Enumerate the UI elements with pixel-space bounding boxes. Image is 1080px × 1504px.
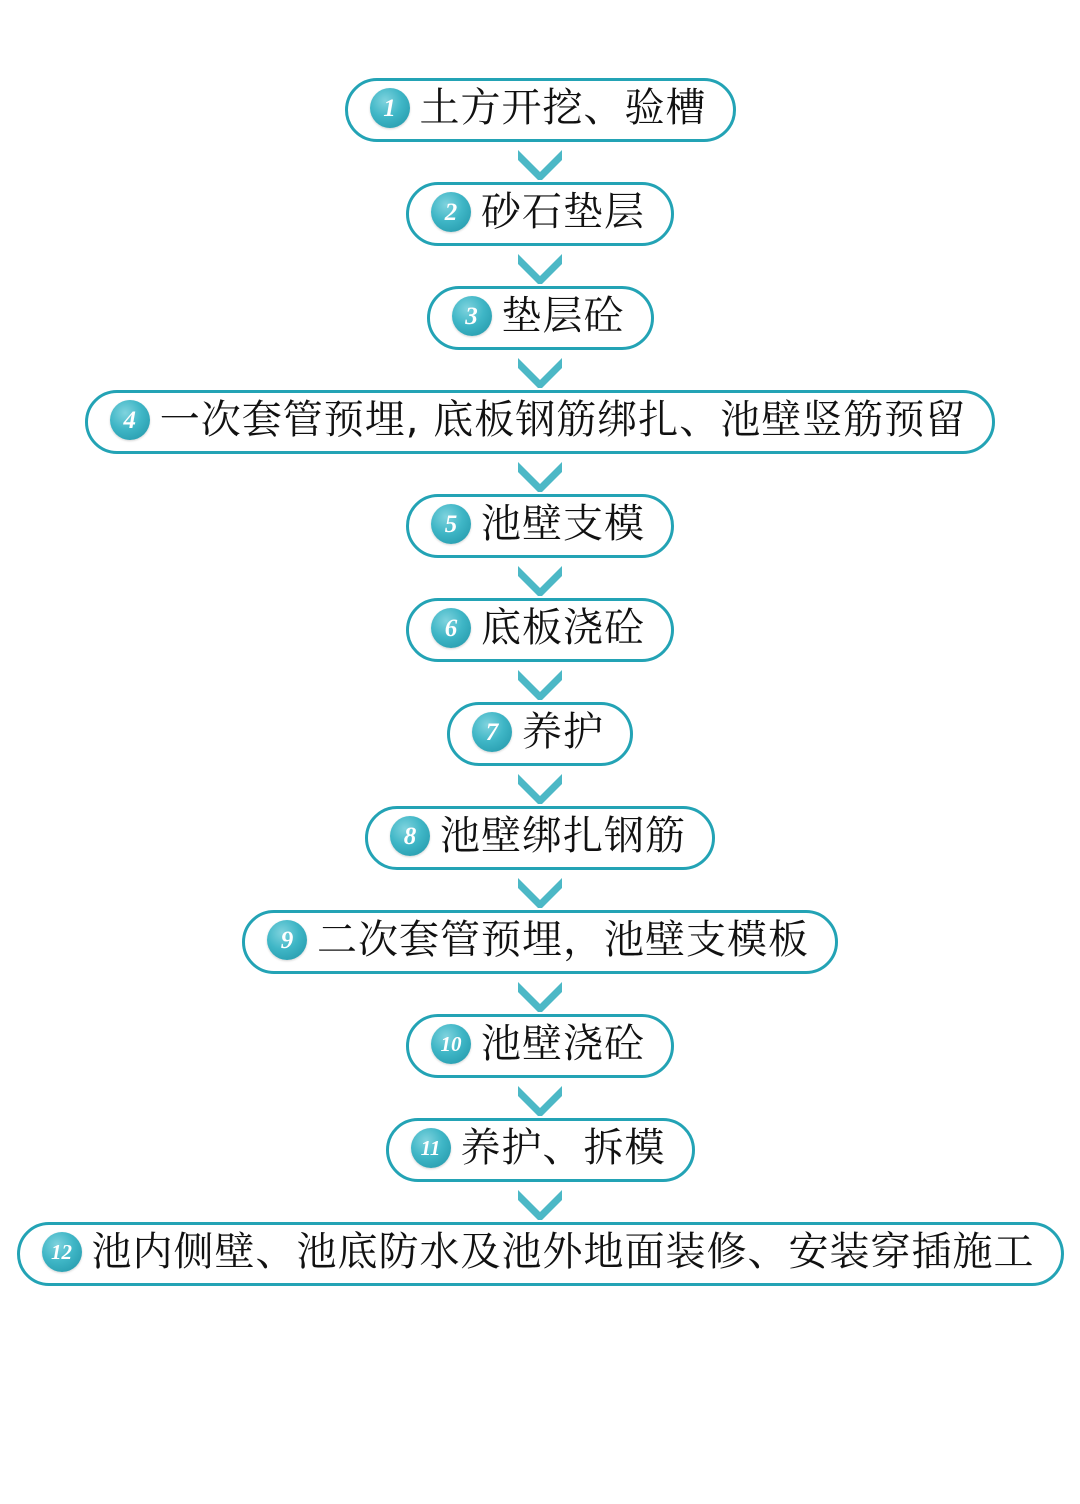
step-label: 池内侧壁、池底防水及池外地面装修、安装穿插施工 (91, 1229, 1035, 1275)
step-label: 池壁绑扎钢筋 (440, 813, 686, 859)
step-label: 底板浇砼 (481, 605, 645, 651)
step-number-badge: 3 (452, 296, 492, 336)
step-label: 池壁支模 (481, 501, 645, 547)
flow-step-5 (406, 494, 674, 558)
step-number-badge: 5 (431, 504, 471, 544)
chevron-down-icon (512, 350, 568, 390)
step-number-badge: 2 (431, 192, 471, 232)
step-label: 养护 (522, 709, 604, 755)
flow-step-7 (447, 702, 633, 766)
chevron-down-icon (512, 766, 568, 806)
step-number-badge: 7 (472, 712, 512, 752)
step-label: 砂石垫层 (481, 189, 645, 235)
step-label: 土方开挖、验槽 (419, 85, 707, 131)
flow-step-11 (386, 1118, 695, 1182)
chevron-down-icon (512, 1078, 568, 1118)
flow-step-8 (365, 806, 715, 870)
flow-step-10 (406, 1014, 674, 1078)
chevron-down-icon (512, 142, 568, 182)
chevron-down-icon (512, 246, 568, 286)
chevron-down-icon (512, 870, 568, 910)
step-number-badge: 12 (42, 1232, 82, 1272)
step-number-badge: 1 (370, 88, 410, 128)
flow-step-9 (242, 910, 838, 974)
flow-step-6 (406, 598, 674, 662)
chevron-down-icon (512, 1182, 568, 1222)
chevron-down-icon (512, 454, 568, 494)
flow-step-4 (85, 390, 995, 454)
step-number-badge: 10 (431, 1024, 471, 1064)
step-number-badge: 9 (267, 920, 307, 960)
flow-step-3 (427, 286, 654, 350)
flow-step-2 (406, 182, 674, 246)
step-number-badge: 8 (390, 816, 430, 856)
chevron-down-icon (512, 662, 568, 702)
flow-step-1 (345, 78, 736, 142)
flow-step-12 (17, 1222, 1064, 1286)
step-label: 池壁浇砼 (481, 1021, 645, 1067)
step-label: 二次套管预埋，池壁支模板 (317, 917, 809, 963)
chevron-down-icon (512, 558, 568, 598)
step-label: 垫层砼 (501, 293, 625, 339)
step-label: 养护、拆模 (460, 1125, 666, 1171)
chevron-down-icon (512, 974, 568, 1014)
step-number-badge: 11 (411, 1128, 451, 1168)
step-number-badge: 4 (110, 400, 150, 440)
step-number-badge: 6 (431, 608, 471, 648)
step-label: 一次套管预埋, 底板钢筋绑扎、池壁竖筋预留 (159, 397, 967, 443)
